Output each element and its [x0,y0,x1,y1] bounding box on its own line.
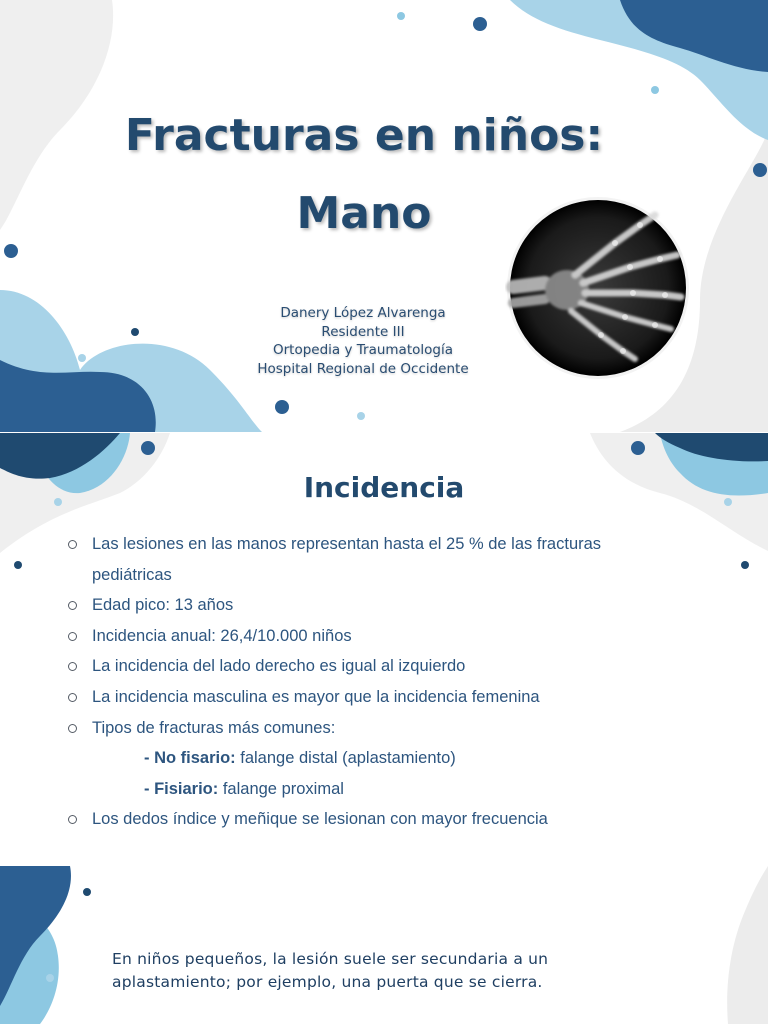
list-item [66,713,666,744]
list-item [66,682,666,713]
crush-injury-paragraph [112,948,652,994]
bullet-ring-icon [68,815,77,824]
paragraph-line: En niños pequeños, la lesión suele ser secundaria a un [112,950,549,968]
slide-heading: Incidencia [303,471,465,504]
list-item-text: Las lesiones en las manos representan hasta el 25 % de las fracturas [92,535,602,553]
list-item-text: Edad pico: 13 años [92,596,234,615]
bullet-ring-icon [68,601,77,610]
bullet-ring-icon [68,693,77,702]
bullet-ring-icon [68,662,77,671]
sub-item [66,774,666,805]
list-item [66,651,666,682]
sub-item-label: - Fisiario: [144,779,219,798]
list-item-text: Los dedos índice y meñique se lesionan con mayor frecuencia [92,810,548,829]
sub-item [66,743,666,774]
title-slide [0,0,768,432]
list-item [66,804,666,835]
incidence-slide [0,433,768,865]
incidence-list [66,529,666,835]
list-item-text: pediátricas [92,565,172,584]
author-specialty: Ortopedia y Traumatología [273,342,453,358]
author-role: Residente III [321,323,405,340]
hand-xray-image [505,195,691,381]
bullet-ring-icon [68,632,77,641]
sub-item-text: falange proximal [218,779,344,798]
list-item-text: Incidencia anual: 26,4/10.000 niños [92,626,352,645]
author-name: Danery López Alvarenga [280,305,446,321]
author-block [233,304,493,378]
list-item-text: Tipos de fracturas más comunes: [92,718,336,737]
list-item-continuation [66,560,666,591]
sub-item-text: falange distal (aplastamiento) [235,749,456,768]
slide-title-line-2: Mano [296,188,432,239]
list-item [66,529,666,560]
slide-title: Fracturas en niños: [124,110,604,161]
list-item-text: La incidencia del lado derecho es igual al izquierdo [92,657,466,676]
sub-item-label: - No fisario: [144,749,236,768]
list-item [66,590,666,621]
paragraph-line: aplastamiento; por ejemplo, una puerta que se cierra. [112,973,543,991]
bullet-ring-icon [68,540,77,549]
bullet-ring-icon [68,724,77,733]
list-item [66,621,666,652]
crush-injury-slide [0,866,768,1024]
decorative-blobs [0,866,768,1024]
list-item-text: La incidencia masculina es mayor que la incidencia femenina [92,687,540,706]
author-hospital: Hospital Regional de Occidente [257,360,469,377]
